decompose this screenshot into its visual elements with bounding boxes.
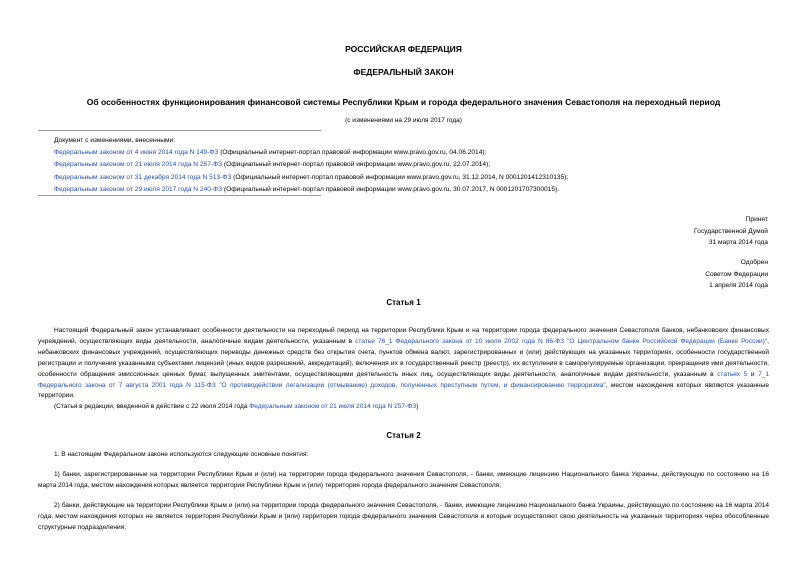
text-run: (Статья в редакции, введенной в действие с 22 июля 2014 года xyxy=(54,403,250,411)
approval-line: Советом Федерации xyxy=(705,270,768,278)
text-run: и xyxy=(747,370,759,378)
text-run: , местом нахождения которых являются указанные территории. xyxy=(38,381,769,400)
article-1-body xyxy=(38,326,769,413)
article-2-item: 2) банки, действующие на территории Республики Крым и (или) на территории города федерального значения Севастополя, - банки, имеющие лицензию Национального банка Украины, действующую по состоянию на 16 марта 2014 года, местом нахождения которых не является территория Республики Крым и (или) территория города федерального значения Севастополя и которые осуществляют свою деятельность на указанных территориях через обособленные структурные подразделения; xyxy=(38,501,769,531)
amendment-item xyxy=(54,159,568,171)
article-5-link[interactable]: статьях 5 xyxy=(717,370,748,378)
council-approval xyxy=(705,257,768,292)
amendment-item xyxy=(54,172,568,184)
text-run: , небанковских финансовых учреждений, осуществляющих переводы денежных средств без открытия счета, пунктов обмена валют, зарегистрированных и (или) действующих на указанных территориях, особенности государственной регистрации и получения указанными субъектами лицензий (иных видов разрешений, аккредитаций), включения их в государственный реестр (реестр), их вступления в саморегулируемые организации, прекращения ими деятельности, особенности обращения эмиссионных ценных бумаг, выпущенных эмитентами, осуществляющими деятельность иных лиц, осуществляющих виды деятельности, аналогичные видам деятельности, указанным в xyxy=(38,337,769,378)
federation-heading: РОССИЙСКАЯ ФЕДЕРАЦИЯ xyxy=(345,44,462,54)
amendment-source: (Официальный интернет-портал правовой информации www.pravo.gov.ru, 30.07.2017, N 0001201707300015). xyxy=(222,185,560,193)
amendment-link[interactable]: Федеральным законом от 21 июля 2014 года N 257-ФЗ xyxy=(54,161,223,169)
amendments-bottom-rule xyxy=(38,195,321,196)
edition-note: (с изменениями на 29 июля 2017 года) xyxy=(345,117,462,124)
amendments-top-rule xyxy=(38,130,321,131)
article-2-body xyxy=(38,450,769,533)
text-run: ) xyxy=(416,403,419,411)
amendment-source: (Официальный интернет-портал правовой информации www.pravo.gov.ru, 22.07.2014); xyxy=(222,161,491,169)
duma-adoption xyxy=(694,214,768,249)
article-1-paragraph xyxy=(38,326,769,402)
law-115-link[interactable]: 7_1 Федерального закона от 7 августа 2001 года N 115-ФЗ "О противодействии легализации (отмыванию) доходов, полученных преступным путем, и финансированию терроризма" xyxy=(38,370,769,389)
amendment-link[interactable]: Федеральным законом от 31 декабря 2014 года N 513-ФЗ xyxy=(54,173,232,181)
approval-line: 1 апреля 2014 года xyxy=(709,282,768,289)
amendment-link[interactable]: Федеральным законом от 4 июня 2014 года N 149-ФЗ xyxy=(54,149,219,157)
article-1-edition-note xyxy=(38,402,769,413)
law-86-link[interactable]: статье 76_1 Федерального закона от 10 июля 2002 года N 86-ФЗ "О Центральном банке Российской Федерации (Банке России)" xyxy=(355,337,768,345)
amendments-block xyxy=(54,135,568,196)
adoption-line: Принят xyxy=(745,216,768,223)
law-type-heading: ФЕДЕРАЛЬНЫЙ ЗАКОН xyxy=(353,67,454,77)
law-257-link[interactable]: Федеральным законом от 21 июля 2014 года N 257-ФЗ xyxy=(249,403,417,411)
article-1-heading: Статья 1 xyxy=(386,298,421,307)
article-2-heading: Статья 2 xyxy=(386,431,421,440)
amendment-source: (Официальный интернет-портал правовой информации www.pravo.gov.ru, 04.06.2014); xyxy=(218,149,487,157)
approval-line: Одобрен xyxy=(740,259,768,266)
amendment-link[interactable]: Федеральным законом от 29 июля 2017 года N 240-ФЗ xyxy=(54,185,223,193)
text-run: Настоящий Федеральный закон устанавливает особенности деятельности на переходный период на территории Республики Крым и на территории города федерального значения Севастополя банков, небанковских финансовых учреждений, осуществляющих виды деятельности, аналогичные видам деятельности, указанным в xyxy=(38,327,769,345)
amendments-intro: Документ с изменениями, внесенными: xyxy=(54,137,176,144)
adoption-line: 31 марта 2014 года xyxy=(708,239,768,246)
article-2-item: 1. В настоящем Федеральном законе используются следующие основные понятия: xyxy=(54,451,309,458)
law-title: Об особенностях функционирования финансовой системы Республики Крым и города федерального значения Севастополя на переходный период xyxy=(86,97,721,107)
amendment-source: (Официальный интернет-портал правовой информации www.pravo.gov.ru, 31.12.2014, N 0001201412310135); xyxy=(231,173,569,181)
article-2-item: 1) банки, зарегистрированные на территории Республики Крым и (или) на территории города федерального значения Севастополя, - банки, имеющие лицензию Национального банка Украины, действующую по состоянию на 16 марта 2014 года, местом нахождения которых является территория Республики Крым и (или) территория города федерального значения Севастополя; xyxy=(38,470,769,489)
adoption-line: Государственной Думой xyxy=(694,227,768,235)
amendment-item xyxy=(54,147,568,159)
